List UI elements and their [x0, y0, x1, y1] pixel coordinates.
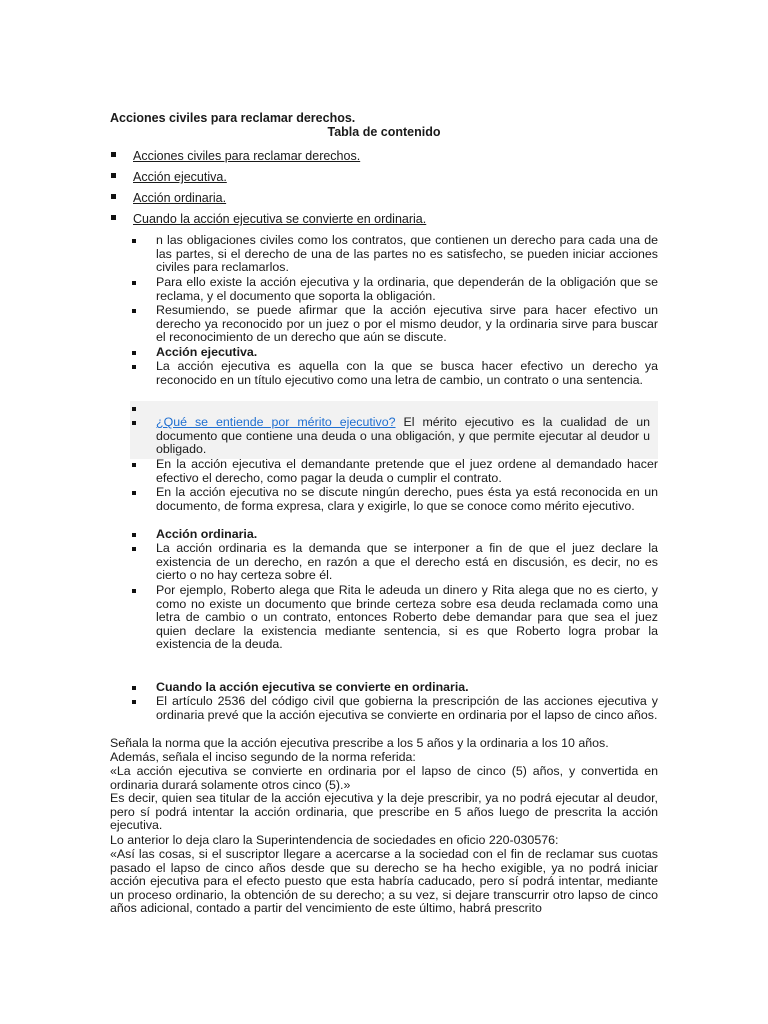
list-item	[135, 542, 658, 583]
list-item-text: Para ello existe la acción ejecutiva y la ordinaria, que dependerán de la obligación que se reclama, y el documento que soporta la obligación.	[156, 275, 658, 303]
toc-heading: Tabla de contenido	[327, 125, 441, 139]
list-item	[135, 695, 658, 722]
document-title: Acciones civiles para reclamar derechos.	[110, 111, 356, 125]
toc-item	[111, 212, 426, 227]
list-item	[135, 416, 650, 457]
list-item	[135, 304, 658, 345]
toc-link[interactable]: Cuando la acción ejecutiva se convierte en ordinaria.	[133, 212, 427, 226]
toc-link[interactable]: Acción ordinaria.	[133, 191, 227, 205]
bullet-icon	[132, 547, 136, 551]
bullet-icon	[132, 686, 136, 690]
section-heading: Acción ordinaria.	[156, 527, 258, 541]
list-item	[135, 234, 658, 275]
bullet-icon	[111, 152, 116, 157]
section-heading: Acción ejecutiva.	[156, 345, 258, 359]
list-item-text: El artículo 2536 del código civil que gobierna la prescripción de las acciones ejecutiva y ordinaria prevé que la acción ejecutiva se convierte en ordinaria por el lapso de cinco años.	[156, 694, 658, 722]
section-heading: Cuando la acción ejecutiva se convierte en ordinaria.	[156, 680, 469, 694]
list-item-text: El mérito ejecutivo es la cualidad de un documento que contiene una deuda o una obligación, y que permite ejecutar al deudor u obligado.	[156, 415, 650, 457]
body-paragraph: Lo anterior lo deja claro la Superintendencia de sociedades en oficio 220-030576:	[110, 833, 559, 847]
bullet-icon	[132, 463, 136, 467]
bullet-icon	[111, 173, 116, 178]
list-item-text: La acción ejecutiva es aquella con la que se busca hacer efectivo un derecho ya reconocido en un título ejecutivo como una letra de cambio, un contrato o una sentencia.	[156, 359, 658, 387]
bullet-icon	[132, 491, 136, 495]
bullet-icon	[132, 309, 136, 313]
list-item	[135, 276, 658, 303]
list-item	[135, 486, 658, 513]
merito-ejecutivo-link[interactable]: ¿Qué se entiende por mérito ejecutivo?	[156, 415, 396, 429]
body-paragraph: Es decir, quien sea titular de la acción ejecutiva y la deje prescribir, ya no podrá ejecutar al deudor, pero sí podrá intentar la acción ordinaria, que prescribe en 5 años luego de prescrita la acción ejecutiva.	[110, 791, 658, 833]
toc-link[interactable]: Acciones civiles para reclamar derechos.	[133, 149, 361, 163]
list-item-text: n las obligaciones civiles como los contratos, que contienen un derecho para cada una de las partes, si el derecho de una de las partes no es satisfecho, se pueden iniciar acciones civiles para reclamarlos.	[156, 233, 658, 275]
list-item-heading	[135, 681, 658, 695]
bullet-icon	[132, 407, 136, 411]
list-item	[135, 458, 658, 485]
toc-item	[111, 191, 226, 206]
toc-link[interactable]: Acción ejecutiva.	[133, 170, 227, 184]
quote-paragraph: «Así las cosas, si el suscriptor llegare a acercarse a la sociedad con el fin de reclamar sus cuotas pasado el lapso de cinco años desde que su derecho se ha hecho exigible, ya no podrá iniciar acción ejecutiva para el efecto puesto que esta habría caducado, pero sí podrá intentar, mediante un proceso ordinario, la obtención de su derecho; a su vez, si dejare transcurrir otro lapso de cinco años adicional, contado a partir del vencimiento de este último, habrá prescrito	[110, 847, 658, 916]
body-paragraph: Señala la norma que la acción ejecutiva prescribe a los 5 años y la ordinaria a los 10 años.	[110, 736, 609, 750]
bullet-icon	[132, 351, 136, 355]
bullet-icon	[132, 589, 136, 593]
quote-paragraph: «La acción ejecutiva se convierte en ordinaria por el lapso de cinco (5) años, y convertida en ordinaria durará solamente otros cinco (5).»	[110, 764, 658, 792]
bullet-icon	[132, 239, 136, 243]
bullet-icon	[111, 194, 116, 199]
bullet-icon	[111, 215, 116, 220]
list-item-text: La acción ordinaria es la demanda que se interponer a fin de que el juez declare la existencia de un derecho, en razón a que el derecho está en discusión, es decir, no es cierto o no hay certeza sobre él.	[156, 541, 658, 583]
bullet-icon	[132, 421, 136, 425]
list-item-heading	[135, 346, 658, 360]
bullet-icon	[132, 365, 136, 369]
bullet-icon	[132, 700, 136, 704]
list-item-text: Por ejemplo, Roberto alega que Rita le adeuda un dinero y Rita alega que no es cierto, y como no existe un documento que brinde certeza sobre esa deuda reclamada como una letra de cambio o un contrato, entonces Roberto debe demandar para que sea el juez quien declare la existencia mediante sentencia, si es que Roberto logra probar la existencia de la deuda.	[156, 583, 658, 652]
list-item-text: En la acción ejecutiva no se discute ningún derecho, pues ésta ya está reconocida en un documento, de forma expresa, clara y exigirle, lo que se conoce como mérito ejecutivo.	[156, 485, 658, 513]
list-item-text: En la acción ejecutiva el demandante pretende que el juez ordene al demandado hacer efectivo el derecho, como pagar la deuda o cumplir el contrato.	[156, 457, 658, 485]
toc-item	[111, 170, 227, 185]
list-item	[135, 360, 658, 387]
toc-item	[111, 149, 360, 164]
list-item	[135, 584, 658, 652]
list-item-heading	[135, 528, 658, 542]
bullet-icon	[132, 533, 136, 537]
list-item-text: Resumiendo, se puede afirmar que la acción ejecutiva sirve para hacer efectivo un derecho ya reconocido por un juez o por el mismo deudor, y la ordinaria sirve para buscar el reconocimiento de un derecho que aún se discute.	[156, 303, 658, 345]
bullet-icon	[132, 281, 136, 285]
body-paragraph: Además, señala el inciso segundo de la norma referida:	[110, 750, 416, 764]
